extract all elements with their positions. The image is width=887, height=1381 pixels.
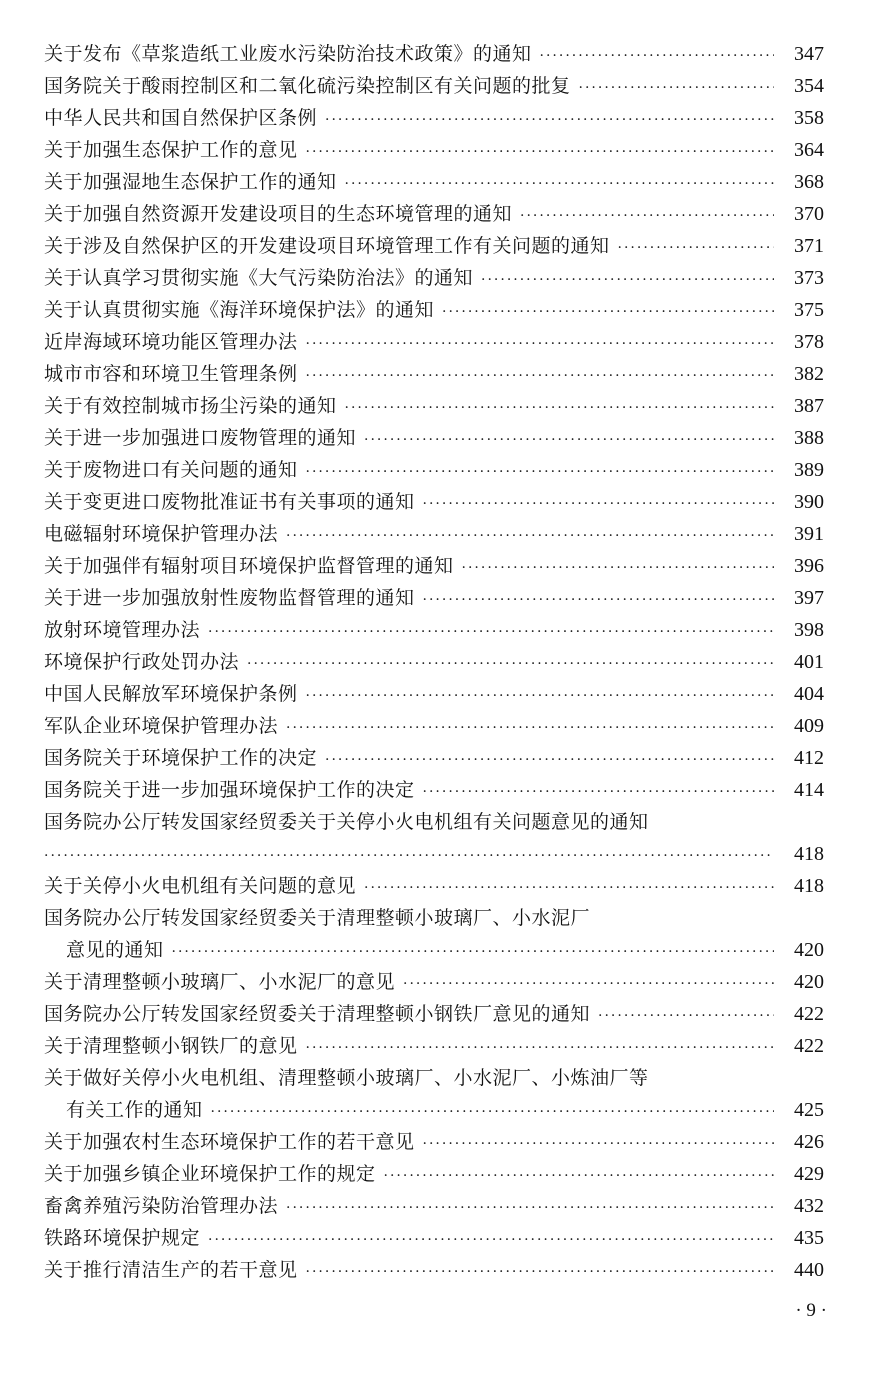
- toc-entry-page: 378: [794, 331, 824, 353]
- toc-entry-page: 396: [794, 555, 824, 577]
- toc-entry-page: 364: [794, 139, 824, 161]
- toc-entry[interactable]: [44, 518, 824, 550]
- toc-entry-title: 关于清理整顿小玻璃厂、小水泥厂的意见: [44, 971, 396, 993]
- toc-entry-page: 375: [794, 299, 824, 321]
- dot-leader: [442, 296, 774, 328]
- toc-entry[interactable]: [44, 390, 824, 422]
- toc-entry-multiline[interactable]: [44, 1062, 824, 1126]
- toc-entry-multiline[interactable]: [44, 902, 824, 966]
- dot-leader: [44, 840, 774, 872]
- toc-entry[interactable]: [44, 1158, 824, 1190]
- dot-leader: [403, 968, 774, 1000]
- toc-entry-page: 358: [794, 107, 824, 129]
- toc-entry[interactable]: [44, 230, 824, 262]
- toc-entry-title: 关于加强农村生态环境保护工作的若干意见: [44, 1131, 415, 1153]
- dot-leader: [345, 168, 774, 200]
- dot-leader: [306, 1032, 774, 1064]
- toc-entry[interactable]: [44, 198, 824, 230]
- dot-leader: [423, 776, 774, 808]
- toc-entry[interactable]: [44, 1126, 824, 1158]
- toc-entry[interactable]: [44, 70, 824, 102]
- toc-entry-title: 关于清理整顿小钢铁厂的意见: [44, 1035, 298, 1057]
- toc-entry-page: 398: [794, 619, 824, 641]
- page-number: · 9 ·: [795, 1300, 827, 1321]
- toc-entry-title: 关于变更进口废物批准证书有关事项的通知: [44, 491, 415, 513]
- toc-entry-multiline[interactable]: [44, 806, 824, 870]
- dot-leader: [325, 744, 774, 776]
- toc-entry-page: 418: [794, 843, 824, 865]
- dot-leader: [306, 328, 774, 360]
- toc-entry-title: 铁路环境保护规定: [44, 1227, 201, 1249]
- toc-entry-page: 390: [794, 491, 824, 513]
- toc-entry-title: 近岸海域环境功能区管理办法: [44, 331, 298, 353]
- toc-entry-title: 城市市容和环境卫生管理条例: [44, 363, 298, 385]
- dot-leader: [172, 936, 774, 968]
- dot-leader: [306, 456, 774, 488]
- dot-leader: [286, 1192, 774, 1224]
- toc-entry-page: 371: [794, 235, 824, 257]
- toc-entry-page: 412: [794, 747, 824, 769]
- toc-entry[interactable]: [44, 1222, 824, 1254]
- toc-entry-page: 389: [794, 459, 824, 481]
- toc-entry[interactable]: [44, 1030, 824, 1062]
- toc-entry-page: 391: [794, 523, 824, 545]
- toc-entry[interactable]: [44, 966, 824, 998]
- dot-leader: [286, 520, 774, 552]
- toc-entry[interactable]: [44, 454, 824, 486]
- dot-leader: [618, 232, 774, 264]
- toc-entry-title: 关于关停小火电机组有关问题的意见: [44, 875, 357, 897]
- toc-entry[interactable]: [44, 774, 824, 806]
- toc-entry-title: 军队企业环境保护管理办法: [44, 715, 279, 737]
- toc-entry-title: 关于认真贯彻实施《海洋环境保护法》的通知: [44, 299, 435, 321]
- toc-entry[interactable]: [44, 678, 824, 710]
- toc-entry-title: 国务院关于酸雨控制区和二氧化硫污染控制区有关问题的批复: [44, 75, 571, 97]
- toc-entry[interactable]: [44, 742, 824, 774]
- toc-entry-page: 354: [794, 75, 824, 97]
- dot-leader: [384, 1160, 774, 1192]
- toc-entry[interactable]: [44, 166, 824, 198]
- toc-entry-page: 422: [794, 1003, 824, 1025]
- toc-entry-page: 382: [794, 363, 824, 385]
- toc-entry-title: 畜禽养殖污染防治管理办法: [44, 1195, 279, 1217]
- toc-entry-page: 409: [794, 715, 824, 737]
- toc-entry-title: 国务院办公厅转发国家经贸委关于关停小火电机组有关问题意见的通知: [44, 811, 649, 833]
- toc-entry-title: 关于加强乡镇企业环境保护工作的规定: [44, 1163, 376, 1185]
- toc-entry-page: 418: [794, 875, 824, 897]
- toc-entry-title: 放射环境管理办法: [44, 619, 201, 641]
- dot-leader: [540, 40, 774, 72]
- dot-leader: [208, 616, 774, 648]
- toc-entry-title: 国务院办公厅转发国家经贸委关于清理整顿小钢铁厂意见的通知: [44, 1003, 591, 1025]
- toc-entry[interactable]: [44, 1190, 824, 1222]
- toc-entry-page: 373: [794, 267, 824, 289]
- dot-leader: [462, 552, 774, 584]
- toc-entry-title: 关于进一步加强放射性废物监督管理的通知: [44, 587, 415, 609]
- toc-entry[interactable]: [44, 870, 824, 902]
- toc-entry-title: 国务院关于环境保护工作的决定: [44, 747, 318, 769]
- dot-leader: [208, 1224, 774, 1256]
- dot-leader: [306, 360, 774, 392]
- toc-entry-page: 422: [794, 1035, 824, 1057]
- toc-entry-page: 347: [794, 43, 824, 65]
- toc-entry-page: 397: [794, 587, 824, 609]
- toc-entry[interactable]: [44, 550, 824, 582]
- dot-leader: [325, 104, 774, 136]
- toc-entry-title-line1: 国务院办公厅转发国家经贸委关于清理整顿小玻璃厂、小水泥厂: [44, 907, 591, 929]
- dot-leader: [306, 680, 774, 712]
- toc-entry-page: 425: [794, 1099, 824, 1121]
- dot-leader: [598, 1000, 774, 1032]
- toc-entry-title: 关于加强湿地生态保护工作的通知: [44, 171, 337, 193]
- toc-entry-title: 关于加强自然资源开发建设项目的生态环境管理的通知: [44, 203, 513, 225]
- toc-entry-page: 429: [794, 1163, 824, 1185]
- toc-entry-title: 电磁辐射环境保护管理办法: [44, 523, 279, 545]
- toc-entry-page: 388: [794, 427, 824, 449]
- toc-entry-page: 370: [794, 203, 824, 225]
- toc-entry-page: 440: [794, 1259, 824, 1281]
- toc-entry-page: 404: [794, 683, 824, 705]
- toc-entry-title-line2: 有关工作的通知: [66, 1099, 203, 1121]
- toc-entry-page: 435: [794, 1227, 824, 1249]
- toc-entry-page: 387: [794, 395, 824, 417]
- toc-entry[interactable]: [44, 710, 824, 742]
- toc-entry-page: 420: [794, 939, 824, 961]
- toc-entry[interactable]: [44, 422, 824, 454]
- toc-entry-page: 426: [794, 1131, 824, 1153]
- dot-leader: [364, 872, 774, 904]
- dot-leader: [481, 264, 774, 296]
- toc-entry[interactable]: [44, 134, 824, 166]
- toc-entry[interactable]: [44, 646, 824, 678]
- toc-entry-title: 关于发布《草浆造纸工业废水污染防治技术政策》的通知: [44, 43, 532, 65]
- toc-entry-page: 401: [794, 651, 824, 673]
- table-of-contents: [44, 38, 824, 1286]
- toc-entry[interactable]: [44, 1254, 824, 1286]
- toc-entry-title: 中华人民共和国自然保护区条例: [44, 107, 318, 129]
- toc-entry[interactable]: [44, 582, 824, 614]
- dot-leader: [423, 488, 774, 520]
- dot-leader: [364, 424, 774, 456]
- toc-entry-title: 关于进一步加强进口废物管理的通知: [44, 427, 357, 449]
- dot-leader: [579, 72, 774, 104]
- toc-entry-title: 关于涉及自然保护区的开发建设项目环境管理工作有关问题的通知: [44, 235, 610, 257]
- toc-entry-page: 414: [794, 779, 824, 801]
- toc-entry-title: 关于认真学习贯彻实施《大气污染防治法》的通知: [44, 267, 474, 289]
- dot-leader: [423, 584, 774, 616]
- toc-entry[interactable]: [44, 102, 824, 134]
- toc-entry-title: 关于加强伴有辐射项目环境保护监督管理的通知: [44, 555, 454, 577]
- toc-entry-page: 420: [794, 971, 824, 993]
- toc-entry-title: 国务院关于进一步加强环境保护工作的决定: [44, 779, 415, 801]
- toc-entry-title: 中国人民解放军环境保护条例: [44, 683, 298, 705]
- toc-entry[interactable]: [44, 614, 824, 646]
- dot-leader: [520, 200, 774, 232]
- toc-entry-title: 关于加强生态保护工作的意见: [44, 139, 298, 161]
- toc-entry-title-line1: 关于做好关停小火电机组、清理整顿小玻璃厂、小水泥厂、小炼油厂等: [44, 1067, 649, 1089]
- toc-entry[interactable]: [44, 38, 824, 70]
- toc-entry[interactable]: [44, 294, 824, 326]
- dot-leader: [306, 1256, 774, 1288]
- toc-entry[interactable]: [44, 998, 824, 1030]
- toc-entry-title: 关于废物进口有关问题的通知: [44, 459, 298, 481]
- toc-entry-title: 环境保护行政处罚办法: [44, 651, 240, 673]
- toc-entry-title: 关于有效控制城市扬尘污染的通知: [44, 395, 337, 417]
- dot-leader: [286, 712, 774, 744]
- toc-entry[interactable]: [44, 262, 824, 294]
- dot-leader: [423, 1128, 774, 1160]
- toc-entry-title: 关于推行清洁生产的若干意见: [44, 1259, 298, 1281]
- dot-leader: [345, 392, 774, 424]
- dot-leader: [247, 648, 774, 680]
- toc-entry-title-line2: 意见的通知: [66, 939, 164, 961]
- dot-leader: [306, 136, 774, 168]
- toc-entry[interactable]: [44, 326, 824, 358]
- toc-entry[interactable]: [44, 486, 824, 518]
- dot-leader: [211, 1096, 774, 1128]
- toc-entry[interactable]: [44, 358, 824, 390]
- toc-entry-page: 368: [794, 171, 824, 193]
- toc-entry-page: 432: [794, 1195, 824, 1217]
